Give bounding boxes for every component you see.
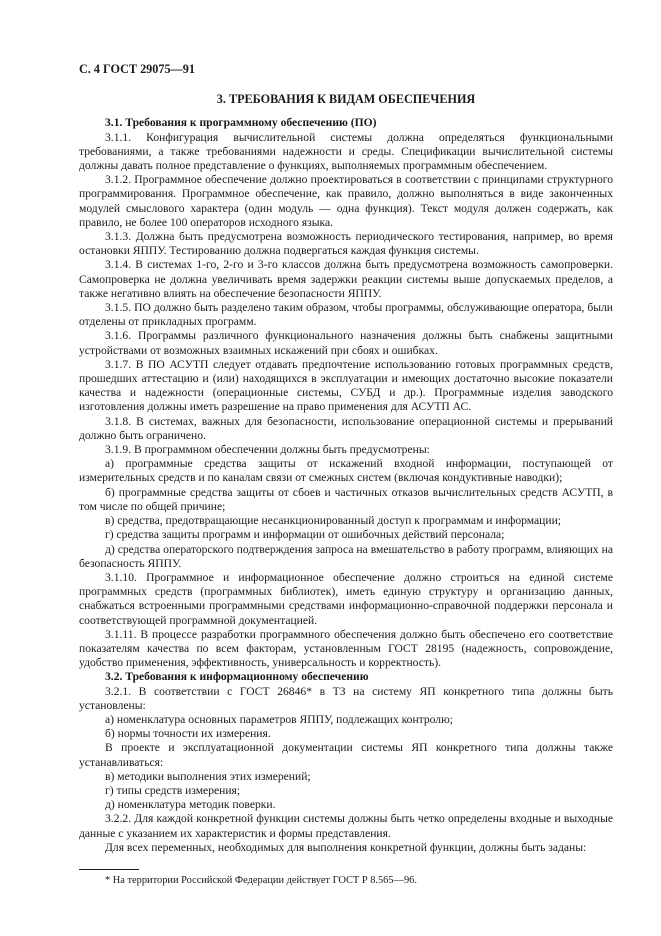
paragraph: 3.2.1. В соответствии с ГОСТ 26846* в ТЗ на систему ЯП конкретного типа должны быть установлены: bbox=[79, 684, 613, 712]
paragraph: 3.1.10. Программное и информационное обеспечение должно строиться на единой системе программных средств (программных библиотек), иметь единую структуру и организацию данных, снабжаться встроенными программными средствами информационно-справочной поддержки персонала и соответствующей программной документацией. bbox=[79, 570, 613, 627]
paragraph: 3.1.2. Программное обеспечение должно проектироваться в соответствии с принципами структурного программирования. Программное обеспечение, как правило, должно выполняться в виде законченных модулей смыслового характера (один модуль — одна функция). Текст модуля должен содержать, как правило, не более 100 операторов исходного языка. bbox=[79, 173, 613, 229]
section-title: 3. ТРЕБОВАНИЯ К ВИДАМ ОБЕСПЕЧЕНИЯ bbox=[216, 92, 476, 107]
paragraph: в) средства, предотвращающие несанкционированный доступ к программам и информации; bbox=[105, 514, 561, 528]
page-header: С. 4 ГОСТ 29075—91 bbox=[79, 62, 195, 76]
paragraph: 3.1.1. Конфигурация вычислительной системы должна определяться функциональными требованиями, а также требованиями надежности и среды. Спецификации вычислительной системы должны давать полное представление о функциях, выполняемых программным обеспечением. bbox=[79, 130, 613, 173]
paragraph: 3.1.6. Программы различного функционального назначения должны быть снабжены защитными устройствами от возможных взаимных искажений при сбоях и ошибках. bbox=[79, 329, 613, 357]
paragraph: г) типы средств измерения; bbox=[105, 783, 241, 797]
subsection-heading: 3.2. Требования к информационному обеспечению bbox=[105, 670, 369, 684]
subsection-heading: 3.1. Требования к программному обеспечению (ПО) bbox=[105, 116, 377, 130]
paragraph: В проекте и эксплуатационной документации системы ЯП конкретного типа должны также устанавливаться: bbox=[79, 741, 613, 769]
paragraph: г) средства защиты программ и информации от ошибочных действий персонала; bbox=[105, 528, 505, 542]
paragraph: а) номенклатура основных параметров ЯППУ, подлежащих контролю; bbox=[105, 712, 453, 726]
paragraph: 3.2.2. Для каждой конкретной функции системы должны быть четко определены входные и выходные данные с указанием их характеристик и формы представления. bbox=[79, 812, 613, 840]
paragraph: 3.1.3. Должна быть предусмотрена возможность периодического тестирования, например, во время остановки ЯППУ. Тестированию должна подвергаться каждая функция системы. bbox=[79, 230, 613, 258]
paragraph: б) программные средства защиты от сбоев и частичных отказов вычислительных средств АСУТП, в том числе по общей причине; bbox=[79, 485, 613, 513]
paragraph: 3.1.5. ПО должно быть разделено таким образом, чтобы программы, обслуживающие оператора, были отделены от прикладных программ. bbox=[79, 301, 613, 329]
body-text bbox=[79, 116, 613, 855]
paragraph: 3.1.9. В программном обеспечении должны быть предусмотрены: bbox=[105, 443, 430, 457]
paragraph: д) номенклатура методик поверки. bbox=[105, 798, 276, 812]
paragraph: 3.1.11. В процессе разработки программного обеспечения должно быть обеспечено его соответствие показателям качества по всем факторам, установленным ГОСТ 28195 (надежность, сопровождение, удобство применения, эффективность, универсальность и корректность). bbox=[79, 627, 613, 670]
paragraph: б) нормы точности их измерения. bbox=[105, 727, 271, 741]
paragraph: а) программные средства защиты от искажений входной информации, поступающей от измерительных средств и по каналам связи от смежных систем (включая кондуктивные наводки); bbox=[79, 457, 613, 485]
paragraph: 3.1.8. В системах, важных для безопасности, использование операционной системы и прерываний должно быть ограничено. bbox=[79, 414, 613, 442]
footnote-divider bbox=[79, 869, 139, 870]
paragraph: д) средства операторского подтверждения запроса на вмешательство в работу программ, влияющих на безопасность ЯППУ. bbox=[79, 542, 613, 570]
paragraph: Для всех переменных, необходимых для выполнения конкретной функции, должны быть заданы: bbox=[105, 840, 587, 854]
paragraph: 3.1.7. В ПО АСУТП следует отдавать предпочтение использованию готовых программных средств, прошедших аттестацию и (или) находящихся в эксплуатации и имеющих достаточно высокие показатели качества и надежности (операционные системы, СУБД и др.). Программные изделия заводского изготовления должны иметь разрешение на право применения для АСУТП АС. bbox=[79, 357, 613, 414]
paragraph: в) методики выполнения этих измерений; bbox=[105, 769, 311, 783]
footnote: * На территории Российской Федерации действует ГОСТ Р 8.565—96. bbox=[105, 874, 417, 886]
paragraph: 3.1.4. В системах 1-го, 2-го и 3-го классов должна быть предусмотрена возможность самопроверки. Самопроверка не должна увеличивать время задержки реакции системы выше допускаемых пределов, а также негативно влиять на обеспечение безопасности ЯППУ. bbox=[79, 258, 613, 300]
